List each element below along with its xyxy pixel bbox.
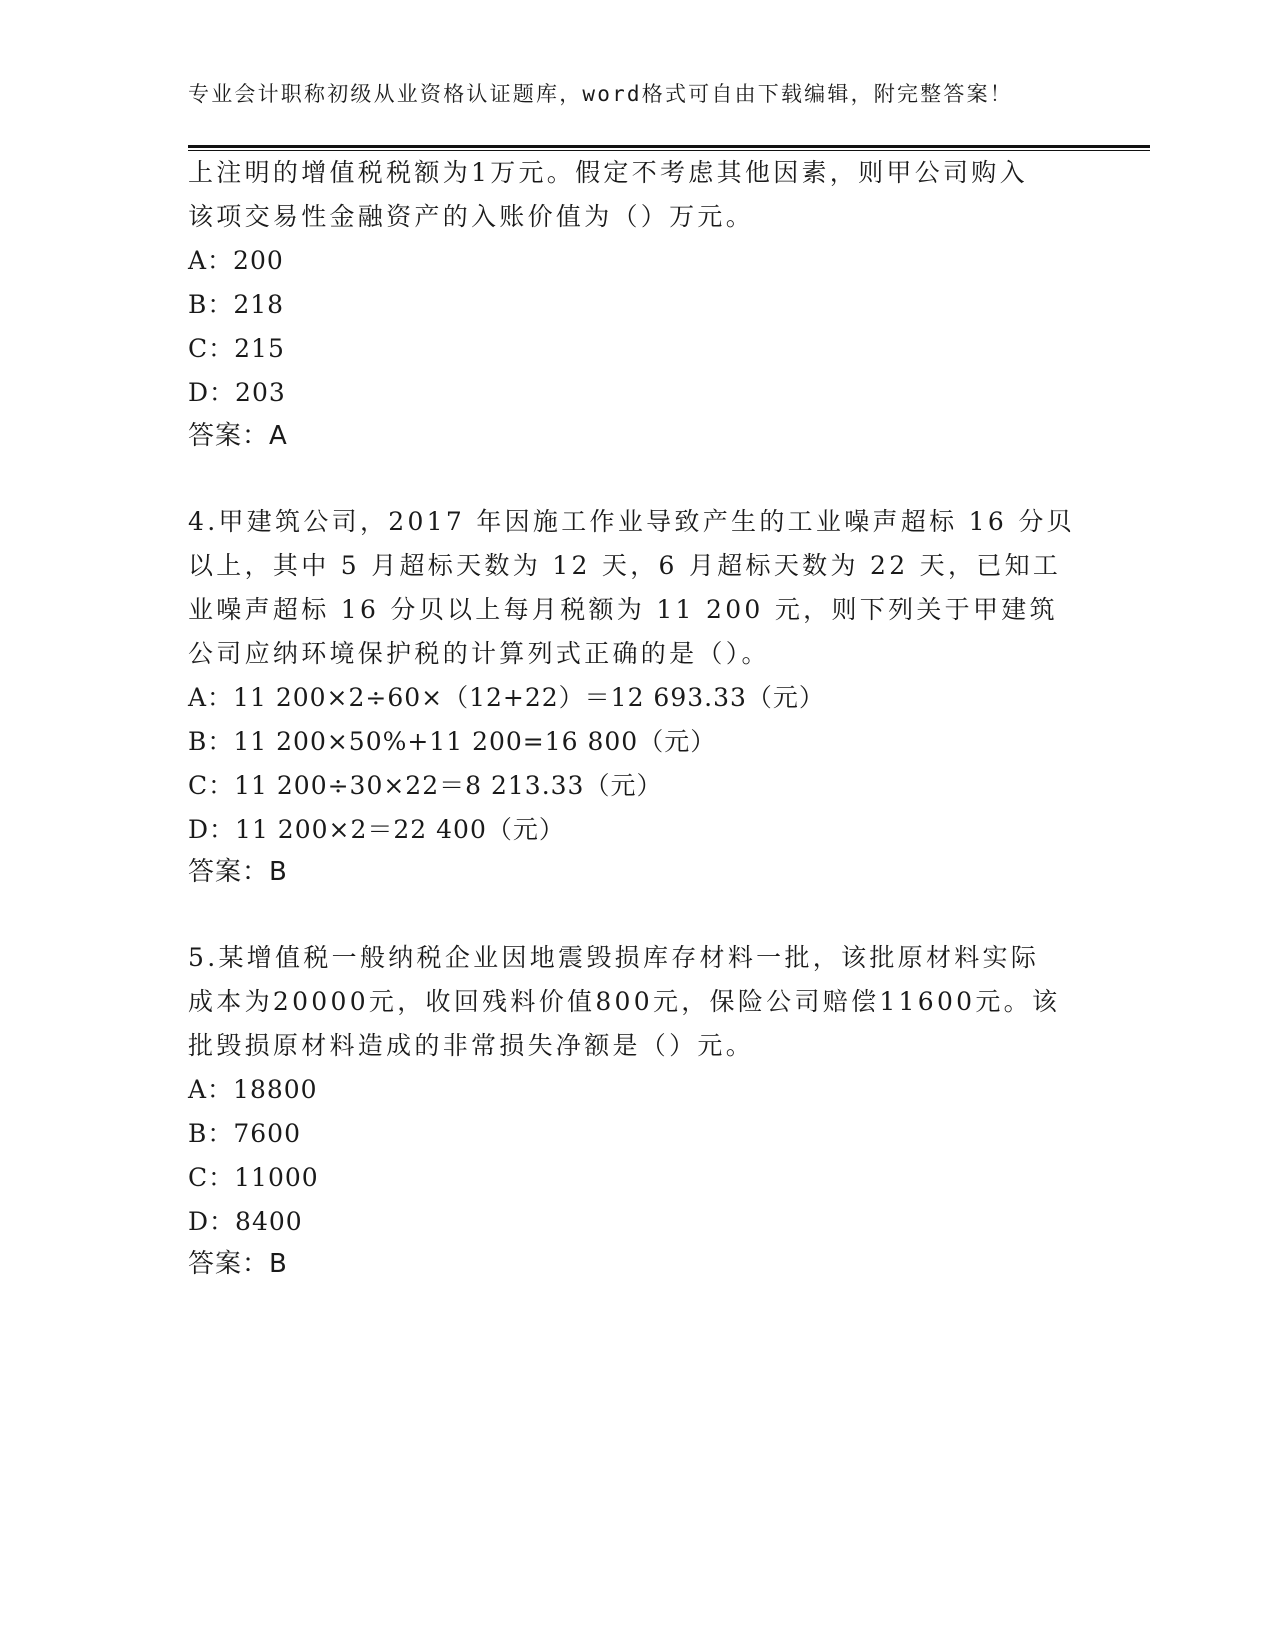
q5-option-c: C：11000 — [188, 1163, 319, 1192]
header-divider-thick — [188, 145, 1150, 148]
q4-line-2: 以上，其中 5 月超标天数为 12 天，6 月超标天数为 22 天，已知工 — [188, 551, 1062, 580]
q3-line-1: 上注明的增值税税额为1万元。假定不考虑其他因素，则甲公司购入 — [188, 158, 1028, 187]
q4-answer: 答案：B — [188, 857, 288, 887]
q5-option-b: B：7600 — [188, 1119, 301, 1148]
q4-line-3: 业噪声超标 16 分贝以上每月税额为 11 200 元，则下列关于甲建筑 — [188, 595, 1058, 624]
q5-option-d: D：8400 — [188, 1207, 303, 1236]
q3-line-2: 该项交易性金融资产的入账价值为（）万元。 — [188, 202, 755, 231]
q3-option-a: A：200 — [188, 246, 284, 275]
q3-answer: 答案：A — [188, 421, 288, 451]
q5-answer: 答案：B — [188, 1249, 288, 1279]
q4-option-d: D：11 200×2＝22 400（元） — [188, 815, 565, 844]
q4-line-4: 公司应纳环境保护税的计算列式正确的是（）。 — [188, 639, 770, 668]
header-divider-thin — [188, 150, 1150, 151]
q5-line-3: 批毁损原材料造成的非常损失净额是（）元。 — [188, 1031, 755, 1060]
q3-option-d: D：203 — [188, 378, 286, 407]
q5-option-a: A：18800 — [188, 1075, 318, 1104]
q3-option-b: B：218 — [188, 290, 285, 319]
q5-line-1: 5.某增值税一般纳税企业因地震毁损库存材料一批，该批原材料实际 — [188, 943, 1040, 972]
q4-option-a: A：11 200×2÷60×（12+22）＝12 693.33（元） — [188, 683, 825, 712]
q3-option-c: C：215 — [188, 334, 285, 363]
q5-line-2: 成本为20000元，收回残料价值800元，保险公司赔偿11600元。该 — [188, 987, 1061, 1016]
page-header: 专业会计职称初级从业资格认证题库，word格式可自由下载编辑，附完整答案！ — [188, 82, 1013, 106]
q4-line-1: 4.甲建筑公司，2017 年因施工作业导致产生的工业噪声超标 16 分贝 — [188, 507, 1075, 536]
q4-option-b: B：11 200×50%+11 200=16 800（元） — [188, 727, 717, 756]
q4-option-c: C：11 200÷30×22＝8 213.33（元） — [188, 771, 663, 800]
